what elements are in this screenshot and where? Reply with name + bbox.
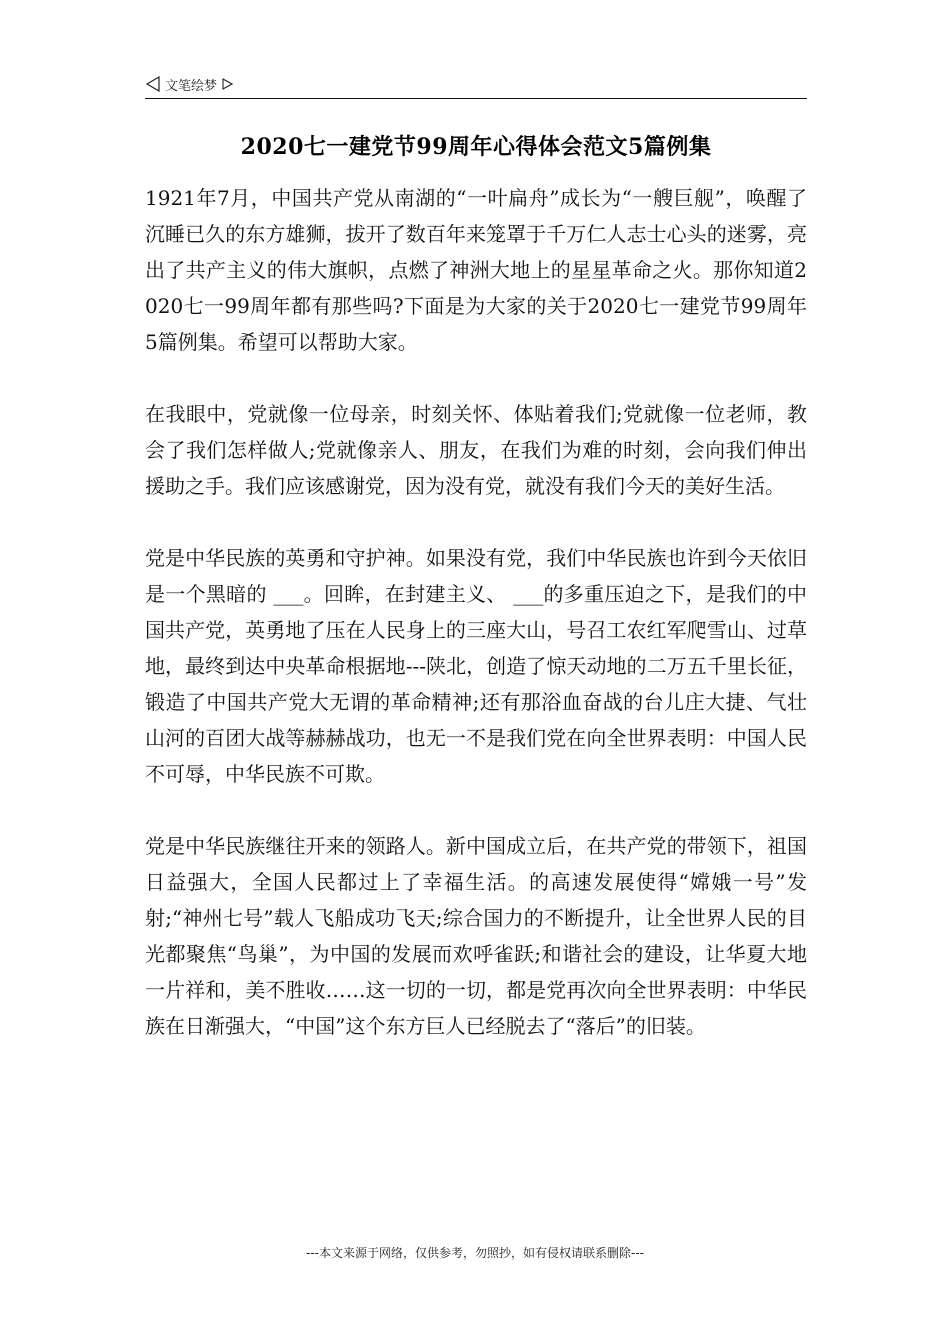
document-body	[145, 180, 807, 1080]
paragraph: 党是中华民族的英勇和守护神。如果没有党，我们中华民族也许到今天依旧是一个黑暗的 ___。回眸，在封建主义、 ___的多重压迫之下，是我们的中国共产党，英勇地了压在人民身上的三座大山，号召工农红军爬雪山、过草地，最终到达中央革命根据地---陕北，创造了惊天动地的二万五千里长征，锻造了中国共产党大无谓的革命精神;还有那浴血奋战的台儿庄大捷、气壮山河的百团大战等赫赫战功，也无一不是我们党在向全世界表明：中国人民不可辱，中华民族不可欺。	[145, 546, 807, 786]
page-footer-disclaimer: ---本文来源于网络，仅供参考，勿照抄，如有侵权请联系删除---	[306, 1246, 644, 1260]
document-title: 2020七一建党节99周年心得体会范文5篇例集	[240, 134, 712, 160]
header-divider	[145, 98, 807, 99]
triangle-left-icon	[145, 76, 161, 92]
triangle-right-icon	[221, 78, 233, 90]
paragraph: 在我眼中，党就像一位母亲，时刻关怀、体贴着我们;党就像一位老师，教会了我们怎样做人;党就像亲人、朋友，在我们为难的时刻，会向我们伸出援助之手。我们应该感谢党，因为没有党，就没有我们今天的美好生活。	[145, 402, 807, 498]
page-header	[145, 72, 807, 96]
brand-name: 文笔绘梦	[165, 78, 218, 94]
paragraph: 党是中华民族继往开来的领路人。新中国成立后，在共产党的带领下，祖国日益强大，全国人民都过上了幸福生活。的高速发展使得“嫦娥一号”发射;“神州七号”载人飞船成功飞天;综合国力的不断提升，让全世界人民的目光都聚焦“鸟巢”，为中国的发展而欢呼雀跃;和谐社会的建设，让华夏大地一片祥和，美不胜收……这一切的一切，都是党再次向全世界表明：中华民族在日渐强大，“中国”这个东方巨人已经脱去了“落后”的旧装。	[145, 834, 807, 1038]
paragraph: 1921年7月，中国共产党从南湖的“一叶扁舟”成长为“一艘巨舰”，唤醒了沉睡已久的东方雄狮，拔开了数百年来笼罩于千万仁人志士心头的迷雾，亮出了共产主义的伟大旗帜，点燃了神洲大地上的星星革命之火。那你知道2020七一99周年都有那些吗?下面是为大家的关于2020七一建党节99周年5篇例集。希望可以帮助大家。	[145, 186, 807, 354]
